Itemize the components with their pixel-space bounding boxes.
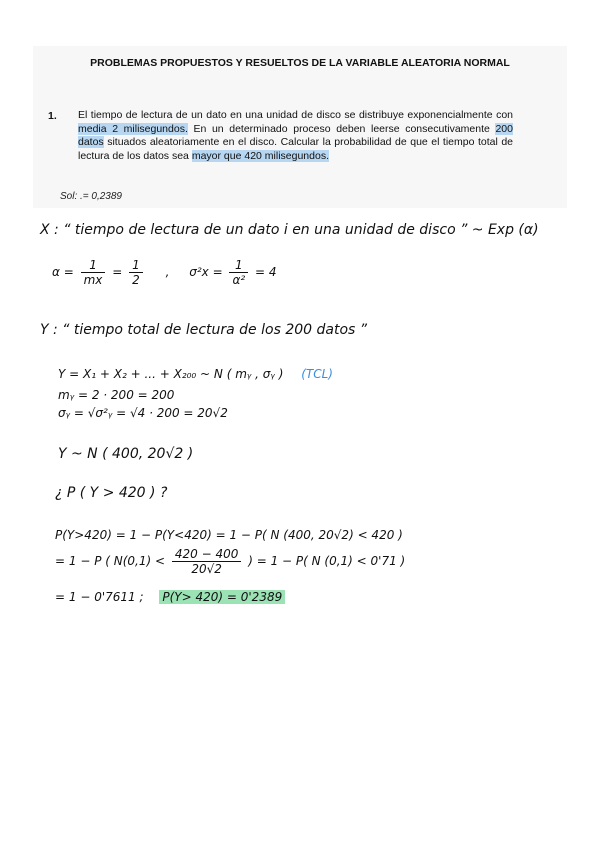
alpha-lhs: α = <box>52 265 74 279</box>
solution-text: Sol: .= 0,2389 <box>60 191 122 202</box>
y-distribution: Y ~ N ( 400, 20√2 ) <box>58 446 194 462</box>
highlight-mean: media 2 milisegundos. <box>78 122 188 135</box>
probability-step-1: P(Y>420) = 1 − P(Y<420) = 1 − P( N (400, 20√2) < 420 ) <box>55 528 403 542</box>
problem-text-part: En un determinado proceso deben leerse consecutivamente <box>187 122 496 135</box>
alpha-formula <box>52 258 277 287</box>
highlight-threshold: mayor que 420 milisegundos. <box>191 149 329 162</box>
problem-statement <box>78 109 513 163</box>
standardization-fraction <box>172 547 242 576</box>
fraction-numerator: 1 <box>129 258 143 273</box>
variance-fraction <box>229 258 248 287</box>
fraction-denominator: 2 <box>132 273 140 287</box>
y-definition: Y : “ tiempo total de lectura de los 200 datos ” <box>40 322 368 338</box>
step2-suffix: ) = 1 − P( N (0,1) < 0'71 ) <box>248 554 406 568</box>
fraction-denominator: 20√2 <box>191 562 222 576</box>
alpha-fraction-value <box>129 258 143 287</box>
step2-prefix: = 1 − P ( <box>55 554 110 568</box>
variance-lhs: σ²x = <box>189 265 223 279</box>
step2-normal: N(0,1) < <box>113 554 166 568</box>
document-title: PROBLEMAS PROPUESTOS Y RESUELTOS DE LA VARIABLE ALEATORIA NORMAL <box>90 57 510 69</box>
sigma-y-formula: σᵧ = √σ²ᵧ = √4 · 200 = 20√2 <box>58 406 228 420</box>
tcl-note: (TCL) <box>301 367 333 381</box>
step3-text: = 1 − 0'7611 ; <box>55 590 144 604</box>
y-sum-formula <box>58 367 333 381</box>
alpha-fraction <box>81 258 106 287</box>
separator: , <box>165 265 170 279</box>
x-definition: X : “ tiempo de lectura de un dato i en una unidad de disco ” ~ Exp (α) <box>40 222 539 238</box>
fraction-numerator: 1 <box>229 258 248 273</box>
final-result: P(Y> 420) = 0'2389 <box>159 590 285 604</box>
probability-step-3 <box>55 590 285 604</box>
probability-step-2 <box>55 547 405 576</box>
fraction-denominator: α² <box>232 273 246 287</box>
problem-text-part: El tiempo de lectura de un dato en una unidad de disco se distribuye exponencialmente con <box>78 109 513 121</box>
variance-rhs: = 4 <box>255 265 277 279</box>
probability-question: ¿ P ( Y > 420 ) ? <box>55 485 168 501</box>
alpha-equals: = <box>112 265 123 279</box>
problem-number: 1. <box>48 110 57 122</box>
fraction-numerator: 420 − 400 <box>172 547 242 562</box>
fraction-numerator: 1 <box>81 258 106 273</box>
problem-text-part: situados aleatoriamente en el disco. Calcular la probabilidad de que el tiempo total de lectura de los datos sea <box>78 136 513 162</box>
highlight-count: 200 datos <box>78 122 513 149</box>
mean-y-formula: mᵧ = 2 · 200 = 200 <box>58 388 175 402</box>
y-sum-text: Y = X₁ + X₂ + ... + X₂₀₀ ~ N ( mᵧ , σᵧ ) <box>58 367 284 381</box>
fraction-denominator: mx <box>83 273 103 287</box>
